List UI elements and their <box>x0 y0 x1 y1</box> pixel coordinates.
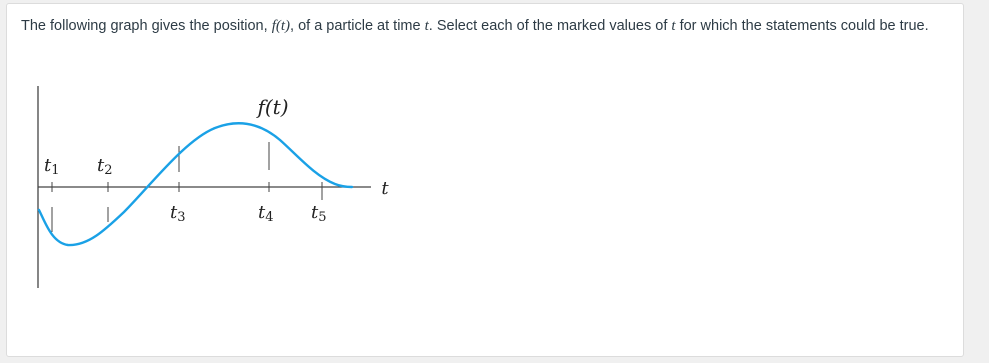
prompt-text: . Select each of the marked values of <box>428 18 672 34</box>
position-curve <box>39 123 352 245</box>
prompt-variable: t <box>671 18 676 34</box>
marker-label-t1: t1 <box>44 155 60 178</box>
prompt-variable: t <box>424 18 429 34</box>
y-axis-label: f(t) <box>257 95 289 119</box>
x-axis-label: t <box>381 178 389 199</box>
marker-label-t5: t5 <box>311 202 327 225</box>
marker-label-t4: t4 <box>258 202 274 225</box>
prompt-text: for which the statements could be true. <box>675 18 929 34</box>
marker-labels <box>44 155 327 225</box>
prompt-text: , of a particle at time <box>290 18 425 34</box>
prompt-text: The following graph gives the position, <box>21 18 272 34</box>
marker-label-t3: t3 <box>170 202 186 225</box>
marker-label-t2: t2 <box>97 155 113 178</box>
prompt-function: f(t) <box>271 18 291 34</box>
